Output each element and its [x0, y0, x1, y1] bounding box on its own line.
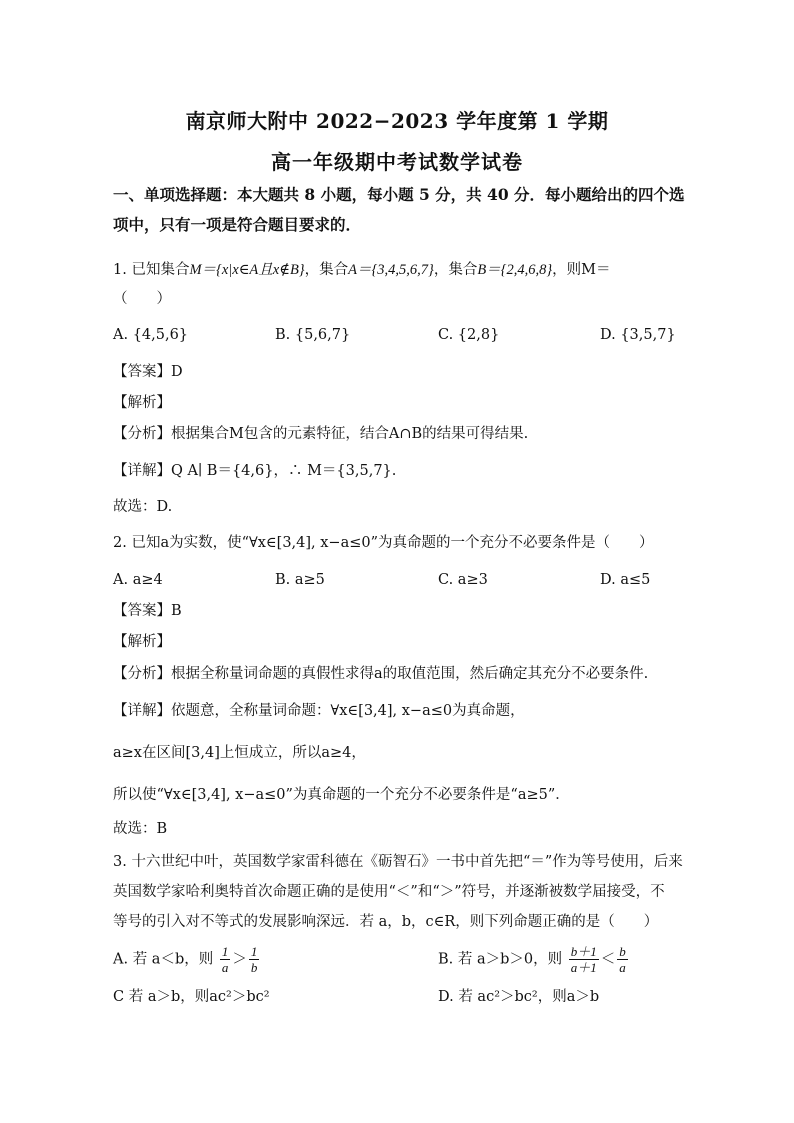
q3-option-a: A. 若 a＜b，则 $\frac{1}{a}$ ＞ $\frac{1}{b}$	[113, 944, 258, 975]
q1-options	[113, 320, 683, 350]
q1-set-a: A＝{3,4,5,6,7}	[348, 262, 434, 278]
q3-option-d: D. 若 ac²＞bc²，则a＞b	[438, 989, 600, 1005]
q1-set-b: B＝{2,4,6,8}	[477, 262, 553, 278]
q2-answer: 【答案】B	[113, 603, 182, 619]
q3-option-b-frac1: $\frac{b+1}{a+1}$	[570, 944, 597, 975]
q3-option-b-frac2: $\frac{b}{a}$	[619, 944, 626, 975]
q1-stem: 1. 已知集合M＝{x|x∈A且x∉B}，集合A＝{3,4,5,6,7}，集合B＝{2,4,6,8}，则M＝	[113, 262, 611, 278]
q2-xiangjie: 【详解】依题意，全称量词命题：∀x∈[3,4], x−a≤0为真命题，	[113, 703, 525, 719]
q3-option-c: C 若 a＞b，则ac²＞bc²	[113, 989, 270, 1005]
q1-gu: 故选：D.	[113, 499, 173, 515]
q2-line3: 所以使“∀x∈[3,4], x−a≤0”为真命题的一个充分不必要条件是“a≥5”．	[113, 787, 570, 803]
q3-options-row1	[113, 944, 683, 978]
q1-option-c: C. {2,8}	[438, 327, 500, 343]
q1-answer: 【答案】D	[113, 364, 183, 380]
q3-line2: 英国数学家哈利奥特首次命题正确的是使用“＜”和“＞”符号，并逐渐被数学届接受，不	[113, 884, 665, 900]
section-heading-line1: 一、单项选择题：本大题共 8 小题，每小题 5 分，共 40 分．每小题给出的四个选	[113, 185, 685, 204]
q3-option-a-frac2: $\frac{1}{b}$	[250, 944, 258, 975]
q1-option-d: D. {3,5,7}	[600, 327, 676, 343]
exam-title: 南京师大附中 2022−2023 学年度第 1 学期	[185, 109, 609, 133]
q1-paren: （ ）	[113, 291, 171, 307]
q1-jiexi: 【解析】	[113, 395, 171, 411]
q2-gu: 故选：B	[113, 821, 168, 837]
q2-fenxi: 【分析】根据全称量词命题的真假性求得a的取值范围，然后确定其充分不必要条件.	[113, 666, 649, 682]
q2-option-d: D. a≤5	[600, 572, 651, 588]
q2-option-a: A. a≥4	[113, 572, 163, 588]
q3-line1: 3. 十六世纪中叶，英国数学家雷科德在《砺智石》一书中首先把“＝”作为等号使用，后来	[113, 854, 683, 870]
q2-option-b: B. a≥5	[275, 572, 325, 588]
q2-jiexi: 【解析】	[113, 634, 171, 650]
q1-xiangjie: 【详解】Q A∣ B＝{4,6}，∴ M＝{3,5,7}.	[113, 463, 397, 479]
q1-fenxi: 【分析】根据集合M包含的元素特征，结合A∩B的结果可得结果.	[113, 426, 529, 442]
q2-stem: 2. 已知a为实数，使“∀x∈[3,4], x−a≤0”为真命题的一个充分不必要条件是（ ）	[113, 535, 654, 551]
section-heading-line2: 项中，只有一项是符合题目要求的．	[113, 215, 362, 234]
q1-option-a: A. {4,5,6}	[113, 327, 189, 343]
exam-subtitle: 高一年级期中考试数学试卷	[271, 150, 523, 174]
q2-line2: a≥x在区间[3,4]上恒成立，所以a≥4，	[113, 745, 366, 761]
q2-options	[113, 565, 683, 595]
q3-line3: 等号的引入对不等式的发展影响深远．若 a，b，c∈R，则下列命题正确的是（ ）	[113, 914, 659, 930]
q1-option-b: B. {5,6,7}	[275, 327, 351, 343]
q1-set-m: M＝{x|x∈A且x∉B}	[189, 262, 305, 278]
q3-option-b: B. 若 a＞b＞0，则 $\frac{b+1}{a+1}$ ＜ $\frac{b}{a}$	[438, 944, 626, 975]
q3-options-row2	[113, 982, 683, 1012]
q2-option-c: C. a≥3	[438, 572, 488, 588]
q3-option-a-frac1: $\frac{1}{a}$	[221, 944, 229, 975]
